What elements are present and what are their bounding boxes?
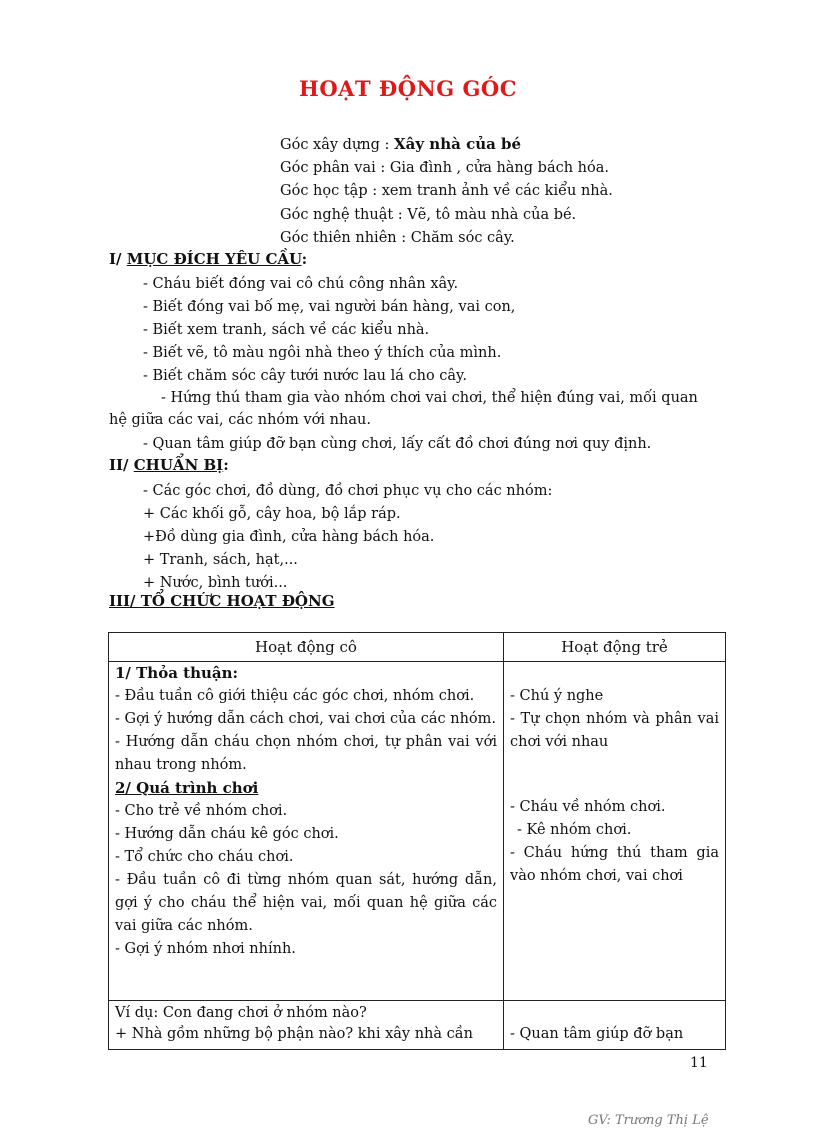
child-step: - Kê nhóm chơi. [517, 822, 632, 838]
teacher-cell [109, 662, 504, 1001]
list-item: - Cháu biết đóng vai cô chú công nhân xây. [143, 276, 459, 292]
corner-item: Góc nghệ thuật : Vẽ, tô màu nhà của bé. [280, 206, 577, 223]
teacher-step: - Cho trẻ về nhóm chơi. [115, 803, 288, 819]
table-header-row [109, 633, 726, 662]
list-item: +Đồ dùng gia đình, cửa hàng bách hóa. [143, 529, 435, 545]
teacher-step: - Hướng dẫn cháu chọn nhóm chơi, tự phân vai với nhau trong nhóm. [115, 734, 497, 773]
child-cell [504, 662, 726, 1001]
footer-author: GV: Trương Thị Lệ [588, 1113, 709, 1128]
teacher-step: - Hướng dẫn cháu kê góc chơi. [115, 826, 339, 842]
teacher-step: - Tổ chức cho cháu chơi. [115, 849, 294, 865]
teacher-step: - Gợi ý nhóm nhơi nhính. [115, 941, 296, 957]
child-step: - Quan tâm giúp đỡ bạn [510, 1026, 684, 1042]
table-row [109, 662, 726, 1001]
step-title: 1/ Thỏa thuận: [115, 664, 239, 682]
list-item: + Tranh, sách, hạt,... [143, 552, 298, 568]
list-item: - Hứng thú tham gia vào nhóm chơi vai chơi, thể hiện đúng vai, mối quan hệ giữa các vai, các nhóm với nhau. [109, 390, 698, 428]
child-step: - Cháu về nhóm chơi. [510, 799, 666, 815]
list-item: - Các góc chơi, đồ dùng, đồ chơi phục vụ cho các nhóm: [143, 483, 553, 499]
corner-list [280, 133, 613, 251]
list-item: - Biết vẽ, tô màu ngôi nhà theo ý thích của mình. [143, 345, 502, 361]
corner-item: Góc phân vai : Gia đình , cửa hàng bách hóa. [280, 159, 609, 176]
activity-table [108, 632, 726, 1050]
section-heading-activities: III/ TỔ CHỨC HOẠT ĐỘNG [109, 592, 335, 610]
list-item: - Biết đóng vai bố mẹ, vai người bán hàng, vai con, [143, 299, 516, 315]
section-heading-objectives: I/ MỤC ĐÍCH YÊU CẦU: [109, 250, 308, 268]
table-row [109, 1001, 726, 1050]
corner-item: Góc thiên nhiên : Chăm sóc cây. [280, 230, 515, 246]
list-item: - Biết xem tranh, sách về các kiểu nhà. [143, 322, 430, 338]
child-cell [504, 1001, 726, 1050]
list-item: - Quan tâm giúp đỡ bạn cùng chơi, lấy cất đồ chơi đúng nơi quy định. [143, 436, 652, 452]
list-item: - Biết chăm sóc cây tưới nước lau lá cho cây. [143, 368, 467, 384]
teacher-step: - Đầu tuần cô giới thiệu các góc chơi, nhóm chơi. [115, 688, 475, 704]
page-number: 11 [690, 1055, 708, 1071]
child-step: - Tự chọn nhóm và phân vai chơi với nhau [510, 711, 719, 750]
teacher-cell [109, 1001, 504, 1050]
list-item: + Nước, bình tưới... [143, 575, 288, 591]
child-step: - Cháu hứng thú tham gia vào nhóm chơi, vai chơi [510, 845, 719, 884]
page-title: HOẠT ĐỘNG GÓC [299, 76, 517, 101]
column-header-child: Hoạt động trẻ [504, 633, 726, 662]
corner-item: Góc xây dựng : Xây nhà của bé [280, 135, 522, 153]
teacher-step: - Đầu tuần cô đi từng nhóm quan sát, hướng dẫn, gợi ý cho cháu thể hiện vai, mối quan hệ giữa các vai giữa các nhóm. [115, 872, 497, 934]
example-line: + Nhà gồm những bộ phận nào? khi xây nhà cần [115, 1026, 473, 1042]
list-item: + Các khối gỗ, cây hoa, bộ lắp ráp. [143, 506, 401, 522]
column-header-teacher: Hoạt động cô [109, 633, 504, 662]
step-title: 2/ Quá trình chơi [115, 779, 259, 797]
section-heading-preparation: II/ CHUẨN BỊ: [109, 456, 229, 474]
corner-item: Góc học tập : xem tranh ảnh về các kiểu nhà. [280, 183, 613, 199]
example-line: Ví dụ: Con đang chơi ở nhóm nào? [115, 1005, 367, 1021]
teacher-step: - Gợi ý hướng dẫn cách chơi, vai chơi của các nhóm. [115, 711, 496, 727]
child-step: - Chú ý nghe [510, 688, 604, 704]
